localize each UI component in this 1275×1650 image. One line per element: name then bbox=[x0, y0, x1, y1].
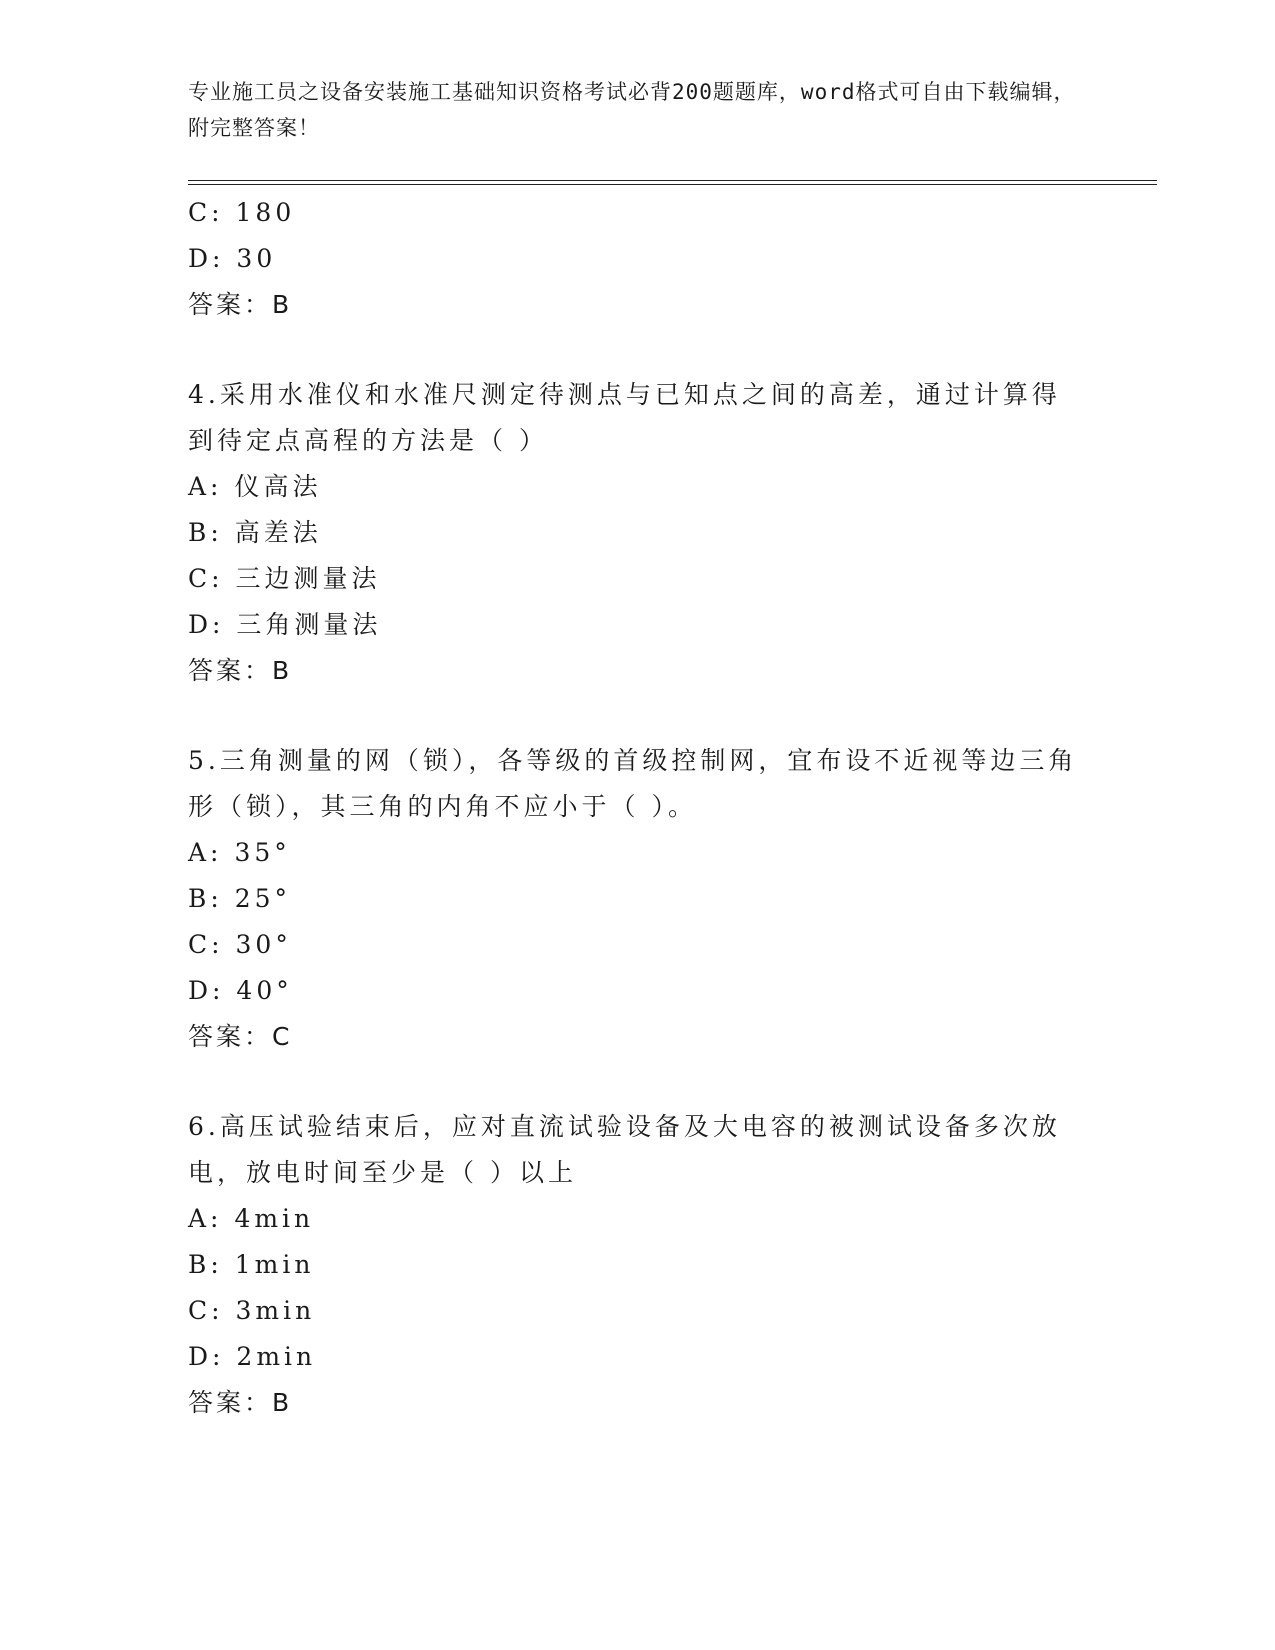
option-c bbox=[188, 190, 1088, 236]
continued-question bbox=[188, 190, 1088, 328]
option-label: A: bbox=[188, 838, 223, 867]
question-6 bbox=[188, 1104, 1088, 1426]
option-label: B: bbox=[188, 518, 223, 547]
answer-label: 答案： bbox=[188, 290, 273, 319]
option-text: 25° bbox=[234, 884, 292, 913]
header-rule-top bbox=[188, 180, 1157, 181]
option-label: D: bbox=[188, 976, 225, 1005]
document-header: 专业施工员之设备安装施工基础知识资格考试必背200题题库，word格式可自由下载编辑，附完整答案！ bbox=[188, 80, 1076, 140]
option-label: D: bbox=[188, 610, 225, 639]
option-d bbox=[188, 968, 1088, 1014]
option-text: 4min bbox=[234, 1204, 315, 1233]
answer-value: B bbox=[272, 656, 292, 685]
option-c bbox=[188, 922, 1088, 968]
question-4 bbox=[188, 372, 1088, 694]
question-number: 6. bbox=[188, 1112, 220, 1141]
option-label: C: bbox=[188, 1296, 224, 1325]
option-text: 三角测量法 bbox=[236, 610, 382, 639]
option-text: 3min bbox=[235, 1296, 316, 1325]
option-b bbox=[188, 1242, 1088, 1288]
question-list bbox=[188, 190, 1088, 1426]
option-text: 仪高法 bbox=[234, 472, 322, 501]
answer-value: B bbox=[272, 290, 292, 319]
option-label: D: bbox=[188, 244, 225, 273]
header-rule-bottom bbox=[188, 184, 1157, 185]
option-label: C: bbox=[188, 564, 224, 593]
option-text: 40° bbox=[236, 976, 293, 1005]
option-text: 180 bbox=[235, 198, 296, 227]
answer-label: 答案： bbox=[188, 1388, 273, 1417]
option-label: C: bbox=[188, 198, 224, 227]
option-label: B: bbox=[188, 884, 223, 913]
option-d bbox=[188, 602, 1088, 648]
answer-line bbox=[188, 1014, 1088, 1060]
option-label: D: bbox=[188, 1342, 225, 1371]
option-label: A: bbox=[188, 472, 223, 501]
option-text: 高差法 bbox=[234, 518, 322, 547]
option-c bbox=[188, 1288, 1088, 1334]
option-d bbox=[188, 1334, 1088, 1380]
answer-value: B bbox=[272, 1388, 292, 1417]
option-text: 35° bbox=[234, 838, 291, 867]
option-label: C: bbox=[188, 930, 224, 959]
option-label: B: bbox=[188, 1250, 223, 1279]
option-c bbox=[188, 556, 1088, 602]
question-number: 4. bbox=[188, 380, 220, 409]
option-b bbox=[188, 876, 1088, 922]
question-5 bbox=[188, 738, 1088, 1060]
question-body: 采用水准仪和水准尺测定待测点与已知点之间的高差，通过计算得到待定点高程的方法是（ ） bbox=[188, 380, 1061, 455]
option-a bbox=[188, 830, 1088, 876]
answer-line bbox=[188, 282, 1088, 328]
answer-label: 答案： bbox=[188, 656, 273, 685]
answer-line bbox=[188, 1380, 1088, 1426]
option-a bbox=[188, 464, 1088, 510]
question-text bbox=[188, 738, 1088, 830]
question-text bbox=[188, 1104, 1088, 1196]
option-text: 30° bbox=[235, 930, 292, 959]
question-number: 5. bbox=[188, 746, 220, 775]
question-text bbox=[188, 372, 1088, 464]
option-text: 2min bbox=[236, 1342, 317, 1371]
option-label: A: bbox=[188, 1204, 223, 1233]
answer-line bbox=[188, 648, 1088, 694]
option-text: 30 bbox=[236, 244, 277, 273]
answer-value: C bbox=[272, 1022, 292, 1051]
question-body: 高压试验结束后，应对直流试验设备及大电容的被测试设备多次放电，放电时间至少是（ ）以上 bbox=[188, 1112, 1061, 1187]
option-b bbox=[188, 510, 1088, 556]
option-d bbox=[188, 236, 1088, 282]
option-text: 三边测量法 bbox=[235, 564, 381, 593]
option-text: 1min bbox=[234, 1250, 315, 1279]
question-body: 三角测量的网（锁），各等级的首级控制网，宜布设不近视等边三角形（锁），其三角的内角不应小于（ ）。 bbox=[188, 746, 1078, 821]
option-a bbox=[188, 1196, 1088, 1242]
answer-label: 答案： bbox=[188, 1022, 273, 1051]
